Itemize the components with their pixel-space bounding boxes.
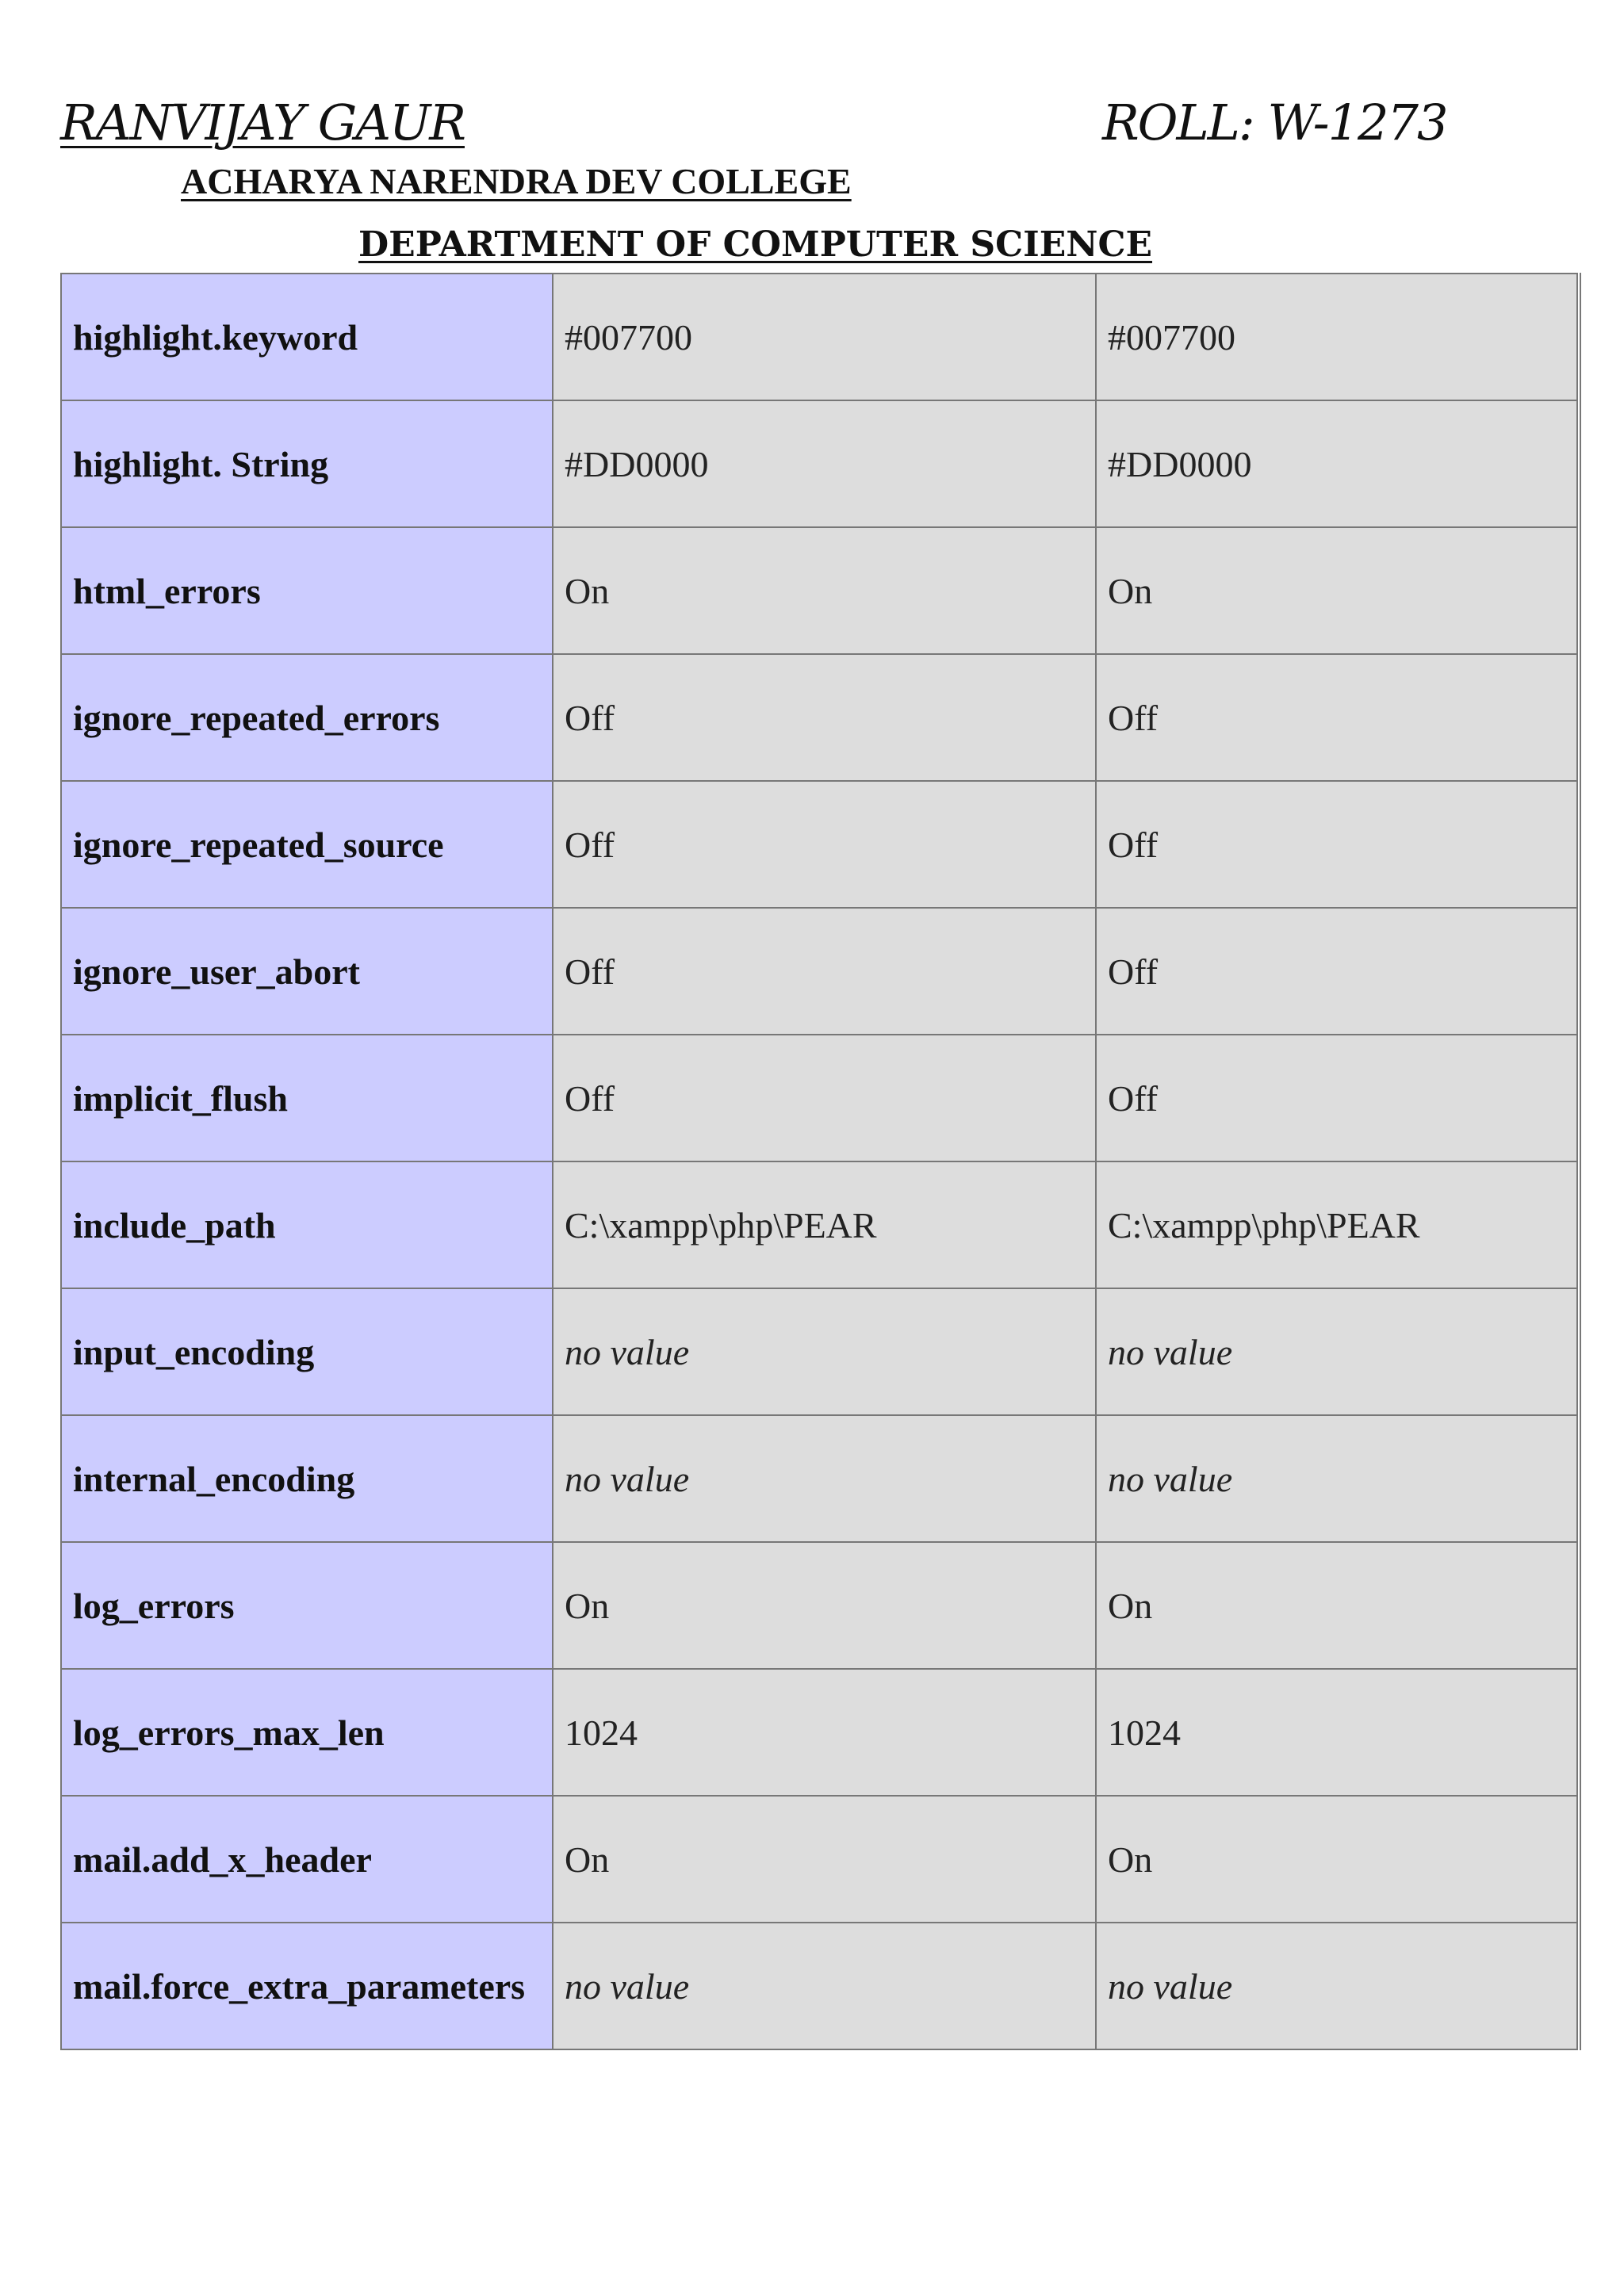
table-row (61, 1415, 1579, 1542)
master-value: no value (1096, 1923, 1579, 2049)
table-row (61, 400, 1579, 527)
master-value: #007700 (1096, 274, 1579, 400)
directive-name: highlight. String (61, 400, 553, 527)
table-row (61, 908, 1579, 1035)
department-name: DEPARTMENT OF COMPUTER SCIENCE (358, 224, 1153, 265)
local-value: no value (553, 1415, 1096, 1542)
directive-name: include_path (61, 1161, 553, 1288)
table-row (61, 1288, 1579, 1415)
table-row (61, 1161, 1579, 1288)
directive-name: log_errors_max_len (61, 1669, 553, 1796)
college-name: ACHARYA NARENDRA DEV COLLEGE (181, 161, 852, 201)
directive-name: html_errors (61, 527, 553, 654)
master-value: C:\xampp\php\PEAR (1096, 1161, 1579, 1288)
local-value: Off (553, 1035, 1096, 1161)
local-value: Off (553, 781, 1096, 908)
local-value: no value (553, 1288, 1096, 1415)
master-value: no value (1096, 1415, 1579, 1542)
directive-name: input_encoding (61, 1288, 553, 1415)
master-value: Off (1096, 908, 1579, 1035)
local-value: #007700 (553, 274, 1096, 400)
table-row (61, 654, 1579, 781)
table-row (61, 781, 1579, 908)
table-row (61, 1796, 1579, 1923)
directive-name: highlight.keyword (61, 274, 553, 400)
master-value: Off (1096, 654, 1579, 781)
directive-name: log_errors (61, 1542, 553, 1669)
table-row (61, 527, 1579, 654)
master-value: 1024 (1096, 1669, 1579, 1796)
directive-name: mail.add_x_header (61, 1796, 553, 1923)
local-value: On (553, 527, 1096, 654)
directive-name: ignore_repeated_source (61, 781, 553, 908)
table-row (61, 274, 1579, 400)
table-row (61, 1035, 1579, 1161)
directive-name: internal_encoding (61, 1415, 553, 1542)
master-value: Off (1096, 781, 1579, 908)
master-value: #DD0000 (1096, 400, 1579, 527)
local-value: Off (553, 908, 1096, 1035)
master-value: On (1096, 527, 1579, 654)
master-value: On (1096, 1796, 1579, 1923)
master-value: Off (1096, 1035, 1579, 1161)
roll-number: ROLL: W-1273 (1102, 94, 1447, 151)
directive-name: mail.force_extra_parameters (61, 1923, 553, 2049)
local-value: On (553, 1796, 1096, 1923)
local-value: 1024 (553, 1669, 1096, 1796)
local-value: Off (553, 654, 1096, 781)
master-value: On (1096, 1542, 1579, 1669)
master-value: no value (1096, 1288, 1579, 1415)
local-value: On (553, 1542, 1096, 1669)
local-value: no value (553, 1923, 1096, 2049)
local-value: C:\xampp\php\PEAR (553, 1161, 1096, 1288)
directive-name: ignore_user_abort (61, 908, 553, 1035)
local-value: #DD0000 (553, 400, 1096, 527)
php-config-table (60, 273, 1581, 2050)
student-name: RANVIJAY GAUR (60, 94, 465, 151)
directive-name: ignore_repeated_errors (61, 654, 553, 781)
directive-name: implicit_flush (61, 1035, 553, 1161)
table-row (61, 1923, 1579, 2049)
table-row (61, 1542, 1579, 1669)
table-row (61, 1669, 1579, 1796)
